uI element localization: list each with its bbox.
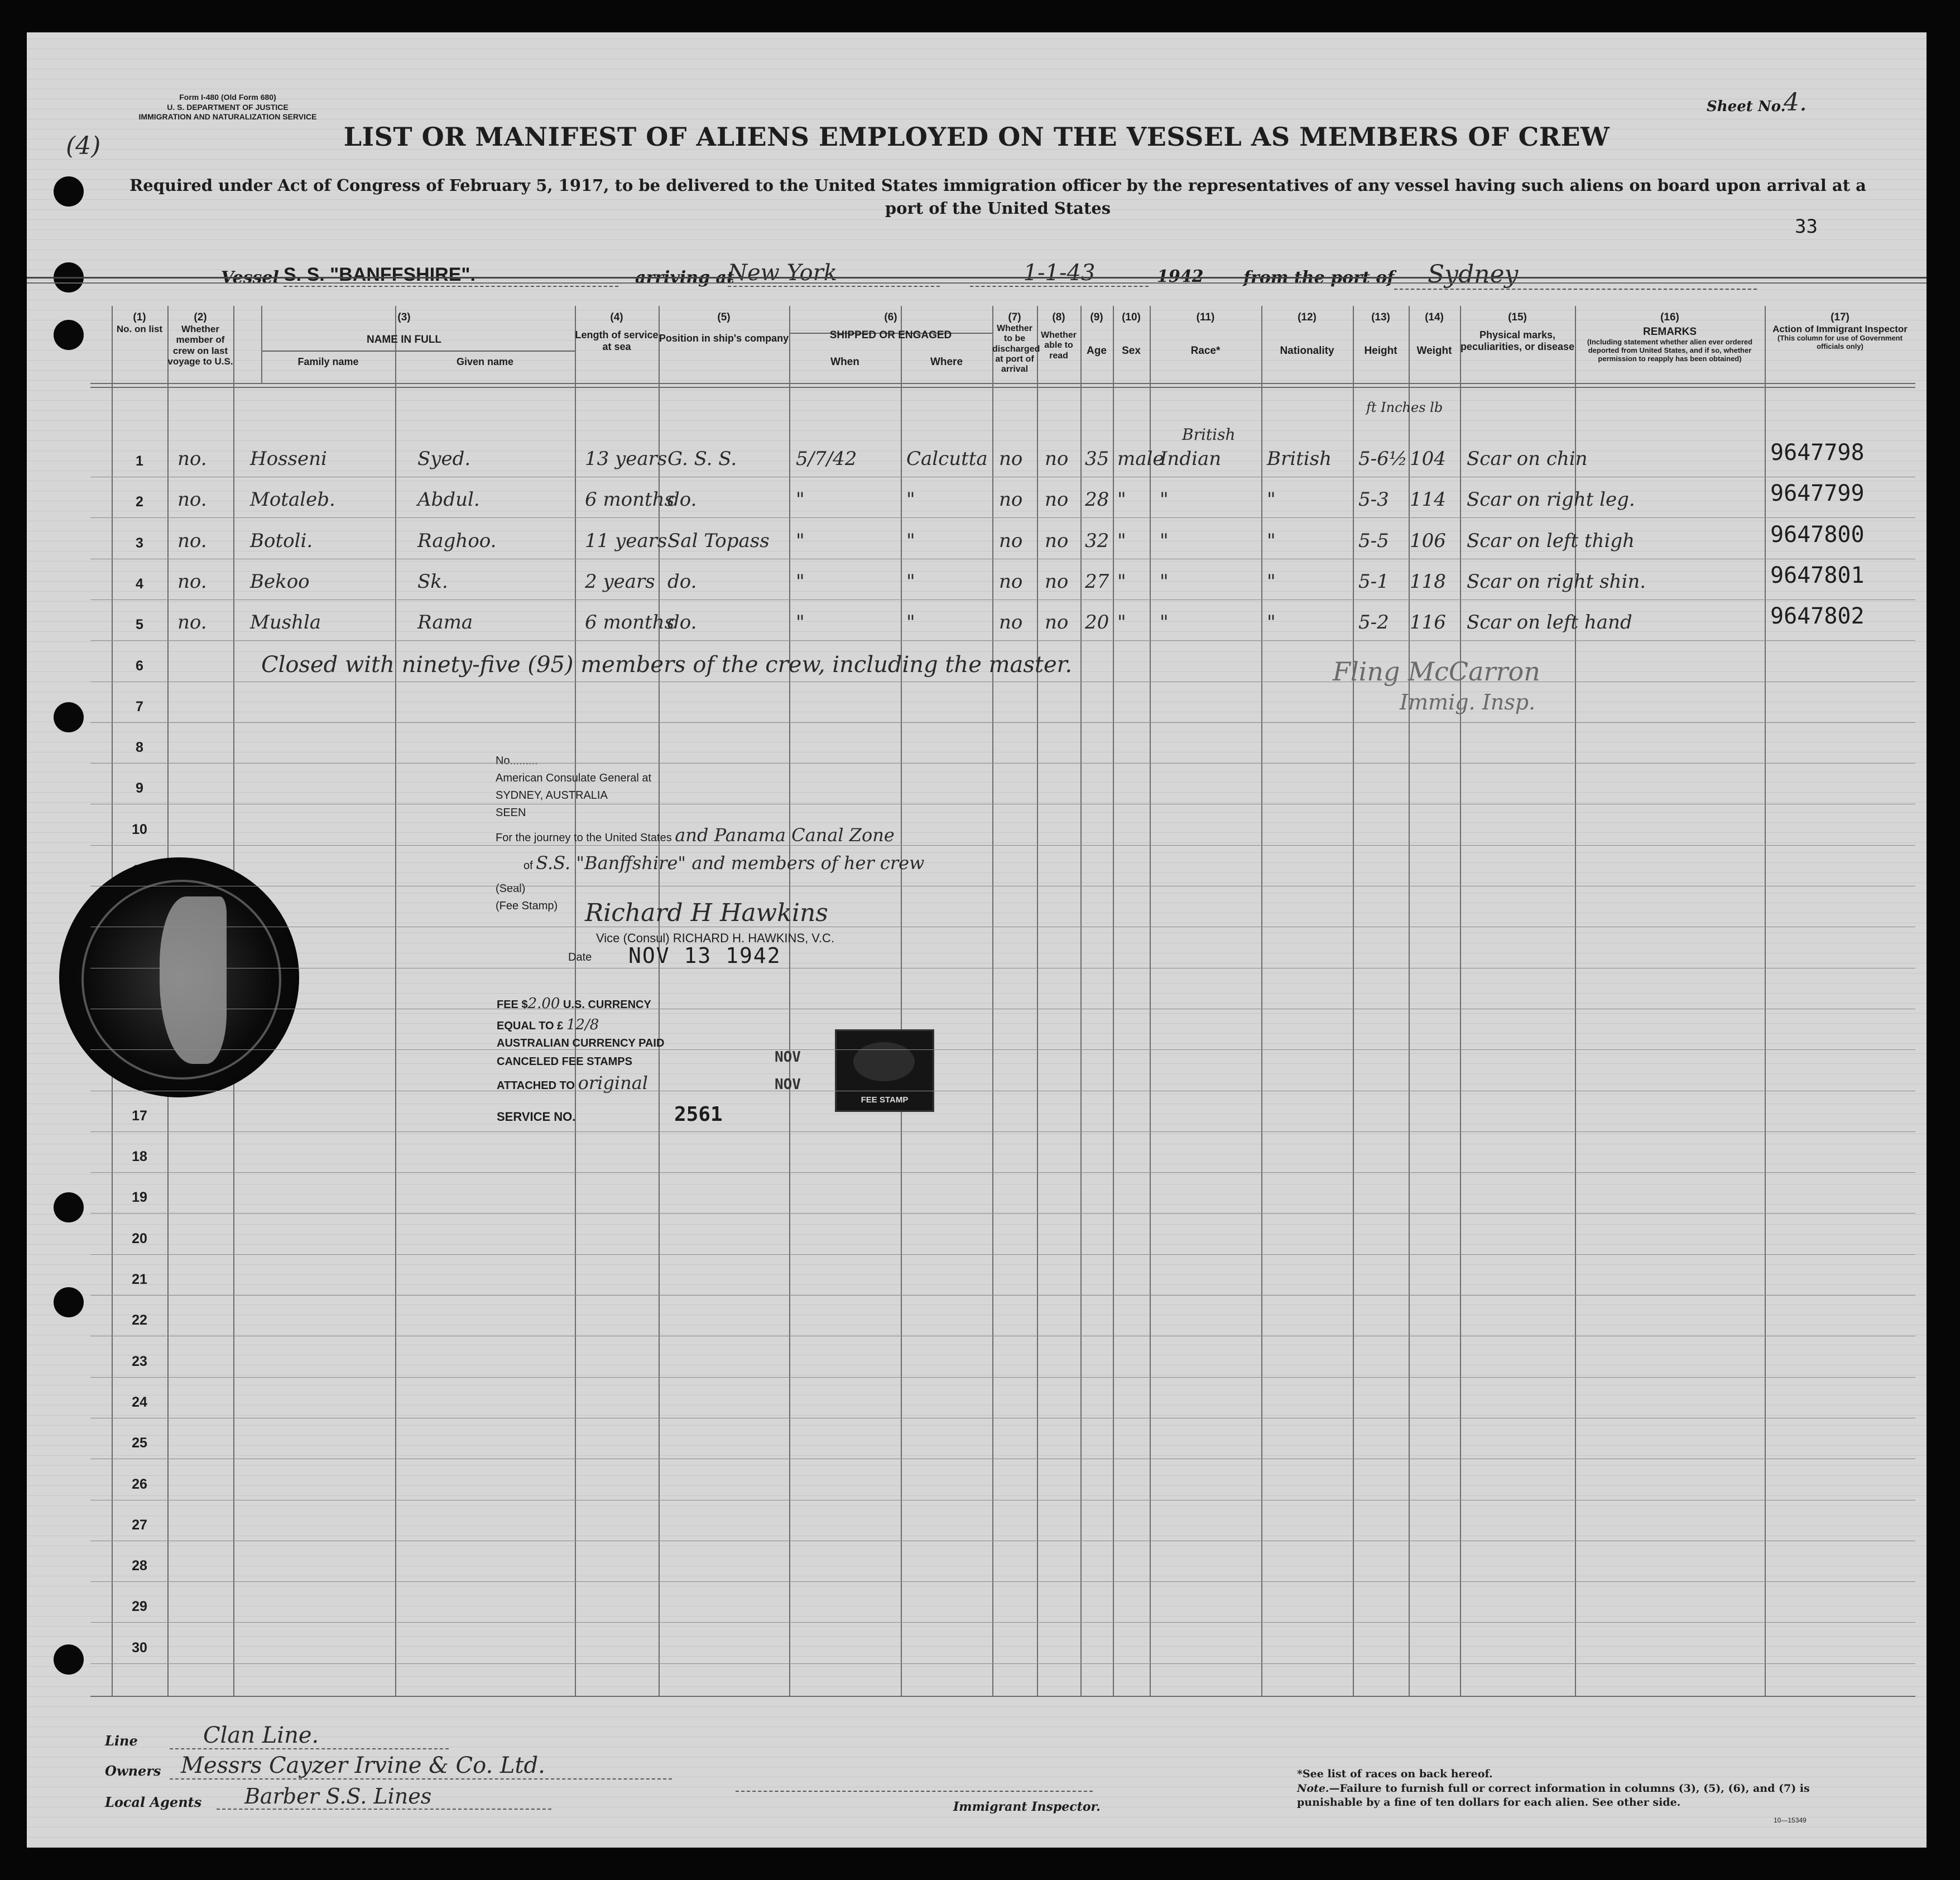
name-sub-rule [395,351,575,352]
row-number: 25 [132,1435,147,1451]
cell-action: 9647798 [1770,440,1865,466]
col-header-no: (1) No. on list [116,311,163,334]
cell-where: " [906,488,915,511]
column-rule [1261,306,1262,1696]
cell-height: 5-2 [1358,611,1389,634]
cell-family: Mushla [250,611,321,634]
row-number: 26 [132,1476,147,1492]
col-header-race: (11) Race* [1190,311,1221,357]
punch-hole [54,1644,84,1675]
cancel-mark: NOV NOV [775,1049,801,1094]
cell-weight: 106 [1410,529,1446,552]
fee-stamp-label: (Fee Stamp) [496,900,558,913]
cell-age: 32 [1085,529,1109,552]
row-rule [90,1581,1915,1582]
col-header-sex: (10) Sex [1122,311,1141,357]
col-header-weight: (14) Weight [1416,311,1452,357]
cell-action: 9647801 [1770,562,1865,588]
col-header-height: (13) Height [1364,311,1397,357]
col-header-where: Where [930,356,963,368]
cell-sex: " [1117,570,1126,593]
row-number: 29 [132,1599,147,1615]
consulate-of: of S.S. "Banffshire" and members of her crew [523,852,925,874]
column-rule [1150,306,1151,1696]
cell-race: " [1160,611,1169,634]
col-header-read: (8) Whether able to read [1041,311,1077,361]
line-value: Clan Line. [170,1723,449,1749]
cell-nationality: " [1267,488,1276,511]
cell-read: no [1045,488,1069,511]
row-rule [90,517,1915,518]
cell-age: 20 [1085,611,1109,634]
cell-when: " [796,611,805,634]
cell-when: " [796,488,805,511]
punch-hole [54,1287,84,1317]
row-number: 1 [136,453,143,469]
cell-race-top: British [1182,425,1236,444]
consul-signature: Richard H Hawkins [585,899,828,927]
cell-weight: 118 [1410,570,1446,593]
cell-marks: Scar on right shin. [1467,570,1646,593]
consulate-journey: For the journey to the United States and Panama Canal Zone [496,824,895,846]
arrival-year: 1942 [1157,267,1204,286]
consulate-date: NOV 13 1942 [628,943,781,968]
row-number: 3 [136,535,143,551]
punch-hole [54,320,84,350]
cell-where: " [906,570,915,593]
cell-when: " [796,529,805,552]
consulate-no: No......... [496,755,538,767]
col-header-crew: (2) Whether member of crew on last voyage to U.S. [167,311,233,367]
column-rule [1080,306,1082,1696]
races-note: *See list of races on back hereof. [1297,1768,1493,1780]
col-header-name: (3) NAME IN FULL [366,311,442,346]
header-rule [27,282,1927,284]
cell-discharged: no [999,448,1023,470]
cell-family: Botoli. [250,529,313,552]
col-header-discharged: (7) Whether to be discharged at port of arrival [992,311,1040,375]
cell-crew: no. [177,611,207,634]
cell-read: no [1045,529,1069,552]
inspector-signature: Fling McCarron [1333,656,1540,687]
penalty-note: Note.—Failure to furnish full or correct information in columns (3), (5), (6), and (7) is punishable by a fine of ten dollars for each alien. See other side. [1297,1782,1810,1809]
row-number: 8 [136,740,143,756]
row-number: 27 [132,1517,147,1533]
consulate-date-label: Date [568,951,592,963]
arriving-at: New York [728,260,940,287]
column-rule [789,306,790,1696]
cell-age: 35 [1085,448,1109,470]
cell-given: Abdul. [417,488,480,511]
dept-name: U. S. DEPARTMENT OF JUSTICE [167,102,289,112]
cell-height: 5-5 [1358,529,1389,552]
footer-notes [1297,1767,1855,1810]
punch-hole [54,702,84,732]
fee-block: FEE $2.00 U.S. CURRENCY EQUAL TO £ 12/8 AUSTRALIAN CURRENCY PAID [497,995,665,1050]
cell-given: Syed. [417,448,471,470]
cell-family: Hosseni [250,448,327,470]
col-header-nationality: (12) Nationality [1280,311,1334,357]
col-header-marks: (15) Physical marks, peculiarities, or disease [1460,311,1575,352]
owners-label: Owners [105,1763,161,1779]
cell-given: Raghoo. [417,529,497,552]
header-rule [27,277,1927,279]
height-units-note: ft Inches lb [1366,400,1443,415]
sheet-number: 4. [1784,88,1807,117]
cell-position: Sal Topass [667,529,770,552]
inspector-signature-line [736,1791,1093,1792]
cell-sex: " [1117,488,1126,511]
inspector-title: Immig. Insp. [1400,690,1536,714]
col-header-remarks: (16) REMARKS (Including statement whether alien ever ordered deported from United States, and if so, whether permission to reapply has been obtained) [1587,311,1753,363]
row-rule [90,1131,1915,1132]
cell-service: 6 months [585,488,675,511]
inspector-label: Immigrant Inspector. [953,1800,1101,1814]
row-rule [90,1049,1915,1050]
column-rule [1460,306,1461,1696]
cell-marks: Scar on left thigh [1467,529,1635,552]
from-port: Sydney [1394,260,1757,290]
row-rule [90,1377,1915,1378]
form-id-block [127,93,328,122]
cell-weight: 114 [1410,488,1446,511]
agents-value: Barber S.S. Lines [217,1784,551,1810]
cell-crew: no. [177,448,207,470]
row-number: 9 [136,780,143,797]
col-header-when: When [830,356,859,368]
canceled-stamps-block: CANCELED FEE STAMPS ATTACHED TO original [497,1056,648,1094]
column-rule [901,306,902,1696]
cell-position: do. [667,611,697,634]
row-rule [90,1213,1915,1214]
fee-stamp-text: FEE STAMP [861,1095,909,1105]
cell-height: 5-1 [1358,570,1389,593]
row-number: 7 [136,698,143,714]
form-id: Form I-480 (Old Form 680) [179,93,276,102]
cell-position: do. [667,570,697,593]
cell-position: do. [667,488,697,511]
cell-age: 27 [1085,570,1109,593]
from-port-label: from the port of [1243,268,1395,287]
service-no-value: 2561 [674,1103,723,1126]
column-rule [1575,306,1576,1696]
row-number: 24 [132,1394,147,1410]
cell-when: " [796,570,805,593]
page-title: LIST OR MANIFEST OF ALIENS EMPLOYED ON THE VESSEL AS MEMBERS OF CREW [343,122,1610,152]
fee-stamp-image [835,1029,934,1112]
column-rule [1113,306,1114,1696]
cell-family: Bekoo [250,570,310,593]
page-subtitle: Required under Act of Congress of February 5, 1917, to be delivered to the United States immigration officer by the representatives of any vessel having such aliens on board upon arrival at a port of the United States [129,176,1866,218]
cell-service: 6 months [585,611,675,634]
cell-discharged: no [999,570,1023,593]
cell-where: Calcutta [906,448,988,470]
row-rule [90,1622,1915,1623]
cell-action: 9647799 [1770,481,1865,507]
owners-value: Messrs Cayzer Irvine & Co. Ltd. [170,1753,672,1780]
row-rule [90,1172,1915,1173]
name-sub-rule [261,351,395,352]
cell-race: Indian [1160,448,1222,470]
journey-hand: and Panama Canal Zone [675,824,895,846]
of-hand: S.S. "Banffshire" and members of her crew [536,852,925,874]
cell-age: 28 [1085,488,1109,511]
cell-where: " [906,611,915,634]
cell-race: " [1160,529,1169,552]
arriving-label: arriving at [635,268,734,287]
cell-weight: 116 [1410,611,1446,634]
service-name: IMMIGRATION AND NATURALIZATION SERVICE [138,112,317,121]
cell-crew: no. [177,488,207,511]
cell-given: Rama [417,611,473,634]
cell-crew: no. [177,570,207,593]
consular-seal [59,857,299,1097]
row-number: 18 [132,1149,147,1165]
agents-label: Local Agents [105,1794,202,1810]
row-number: 22 [132,1312,147,1329]
consulate-line2: SYDNEY, AUSTRALIA [496,789,608,802]
row-number: 30 [132,1639,147,1656]
cell-race: " [1160,488,1169,511]
row-number: 20 [132,1230,147,1246]
row-number: 17 [132,1107,147,1124]
row-number: 19 [132,1190,147,1206]
cell-family: Motaleb. [250,488,335,511]
punch-hole [54,1192,84,1222]
stamp-number: 33 [1795,215,1818,238]
column-rule [1409,306,1410,1696]
sheet-label: Sheet No. [1707,98,1786,115]
row-rule [90,1295,1915,1296]
col-header-age: (9) Age [1087,311,1107,357]
col-header-position: (5) Position in ship's company [659,311,789,344]
cell-given: Sk. [417,570,448,593]
column-header-bottom-rule [90,383,1915,384]
vessel-name: S. S. "BANFFSHIRE". [284,264,618,287]
row-rule [90,722,1915,723]
table-bottom-rule [90,1696,1915,1697]
row-number: 21 [132,1272,147,1287]
row-rule [90,845,1915,846]
column-rule [1037,306,1038,1696]
form-code: 10—15349 [1774,1816,1807,1824]
row-number: 23 [132,1353,147,1369]
punch-hole [54,176,84,207]
column-rule [1765,306,1766,1696]
row-number: 6 [136,658,143,674]
row-number: 2 [136,494,143,510]
column-rule [395,306,396,1696]
cell-where: " [906,529,915,552]
row-rule [90,763,1915,764]
row-number: 28 [132,1558,147,1574]
cell-discharged: no [999,488,1023,511]
cell-action: 9647800 [1770,521,1865,548]
row-rule [90,1254,1915,1255]
cell-sex: " [1117,611,1126,634]
cell-marks: Scar on right leg. [1467,488,1635,511]
cell-read: no [1045,570,1069,593]
cell-sex: male [1117,448,1164,470]
cell-service: 2 years [585,570,655,593]
col-header-shipped: (6) SHIPPED OR ENGAGED [829,311,952,341]
cell-race: " [1160,570,1169,593]
consulate-line1: American Consulate General at [496,772,652,784]
consul-line: Vice (Consul) RICHARD H. HAWKINS, V.C. [596,931,835,945]
column-header-bottom-rule [90,387,1915,388]
cell-read: no [1045,448,1069,470]
service-no-label: SERVICE NO. [497,1110,576,1124]
cell-action: 9647802 [1770,603,1865,630]
column-rule [992,306,993,1696]
cell-service: 11 years [585,529,667,552]
cell-weight: 104 [1410,448,1446,470]
cell-read: no [1045,611,1069,634]
col-header-service: (4) Length of service at sea [575,311,659,352]
line-label: Line [105,1733,138,1749]
column-rule [1353,306,1354,1696]
row-rule [90,1663,1915,1664]
cell-when: 5/7/42 [796,448,857,470]
manifest-sheet: Form I-480 (Old Form 680) U. S. DEPARTMENT OF JUSTICE IMMIGRATION AND NATURALIZATION SERVICE (4) Sheet No. 4. LIST OR MANIFEST OF ALIENS EMPLOYED ON THE VESSEL AS MEMBERS OF CREW Required under Act of Congress of February 5, 1917, to be delivered to the United States immigration officer by the representatives of any vessel having such aliens on board upon arrival at a port of the United States 33 Vessel S. S. "BANFFSHIRE". arriving at New York 1-1-43 1942 from the port of Sydney (1) No. on list (2) Whether member of crew on last voyage to U.S. (3) NAME IN FULL Family name Given name (4) Length of service at sea (5) Position in ship's company (6) SHIPPED OR ENGAGED When Where (7) Whether to be discharged at port of arrival (8) Whether able to read (9) Age (10) Sex (11) Race* (12) Nationality (13) Height (14) Weight (15) Physical marks, peculiarities, or disease (16) REMARKS (Including statement whether alien ever ordered deported from United States, and if so, whether permission to reapply has been obtained) (17) Action of Immigrant Inspector (This column for use of Government officials only) ft Inches lb 1 2 3 4 5 6 7 8 9 10 17 18 19 20 21 22 23 24 25 26 27 28 29 30 no. Hosseni Syed. 13 years G. S. S. 5/7/42 Calcutta no no 35 male Indian British 5-6½ 104 Scar on chin 9647798 British no. Motaleb. Abdul. 6 months do. " " no no 28 " " " 5-3 114 Scar on right leg. 9647799 no. Botoli. Raghoo. 11 years Sal Topass " " no no 32 " " " 5-5 106 Scar on left thigh 9647800 no. Bekoo Sk. 2 years do. " " no no 27 " " " 5-1 118 Scar on right shin. 9647801 no. Mushla Rama 6 months do. " " no no 20 " " " 5-2 116 Scar on left hand 9647802 Closed with ninety-five (95) members of the crew, including the master. Fling McCarron Immig. Insp. No......... American Consulate General at SYDNEY, AUSTRALIA SEEN For the journey to the United States and Panama Canal Zone of S.S. "Banffshire" and members of her crew (Seal) (Fee Stamp) Richard H Hawkins Vice (Consul) RICHARD H. HAWKINS, V.C. Date NOV 13 1942 FEE $2.00 U.S. CURRENCY EQUAL TO £ 12/8 AUSTRALIAN CURRENCY PAID CANCELED FEE STAMPS ATTACHED TO original SERVICE NO. 2561 NOV NOV FEE STAMP Line Clan Line. Owners Messrs Cayzer Irvine & Co. Ltd. Local Agents Barber S.S. Lines Immigrant Inspector. *See list of races on back hereof. Note.—Failure to furnish full or correct information in columns (3), (5), (6), and (7) is punishable by a fine of ten dollars for each alien. See other side. 10—15349 [27,32,1927,1848]
arrival-date: 1-1-43 [970,260,1149,287]
cell-height: 5-6½ [1358,448,1407,470]
row-rule [90,640,1915,641]
cell-height: 5-3 [1358,488,1389,511]
vessel-label: Vessel [221,268,279,287]
consulate-seen: SEEN [496,807,526,819]
cell-discharged: no [999,529,1023,552]
row-number: 10 [132,821,147,837]
cell-discharged: no [999,611,1023,634]
cell-service: 13 years [585,448,667,470]
cell-nationality: British [1267,448,1332,470]
cell-nationality: " [1267,611,1276,634]
row-number: 4 [136,575,143,592]
cell-nationality: " [1267,570,1276,593]
cell-nationality: " [1267,529,1276,552]
row-number: 5 [136,617,143,633]
cell-sex: " [1117,529,1126,552]
seal-label: (Seal) [496,883,526,895]
cell-marks: Scar on chin [1467,448,1588,470]
col-header-action: (17) Action of Immigrant Inspector (This column for use of Government officials only) [1772,311,1908,351]
consulate-block [496,752,924,915]
cell-crew: no. [177,529,207,552]
corner-mark: (4) [66,132,101,160]
cell-marks: Scar on left hand [1467,611,1632,634]
cell-position: G. S. S. [667,448,737,470]
closing-note: Closed with ninety-five (95) members of the crew, including the master. [261,652,1073,678]
